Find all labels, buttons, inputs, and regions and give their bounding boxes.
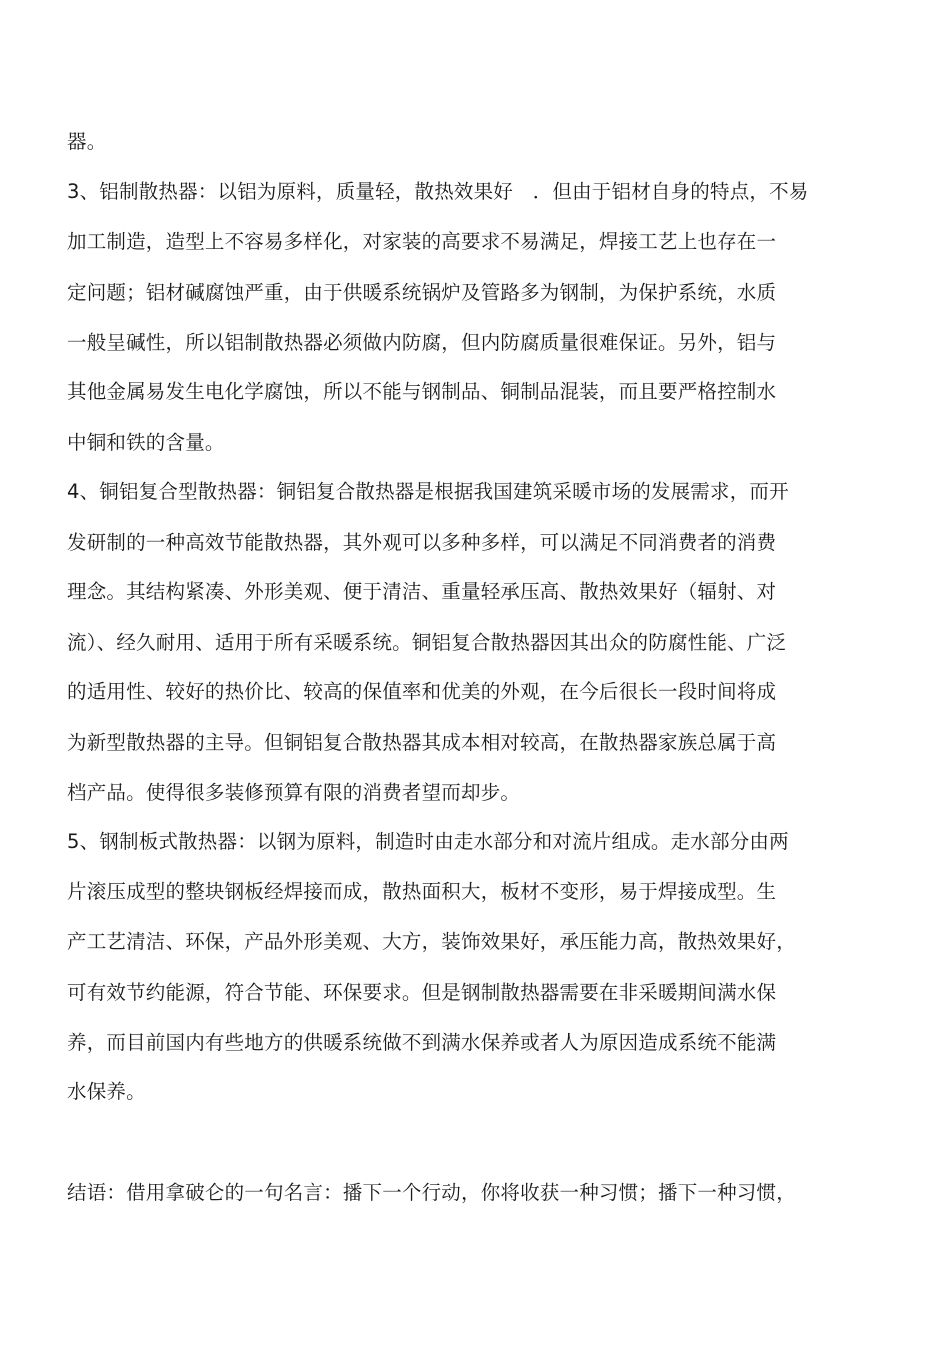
text-line: 可有效节约能源，符合节能、环保要求。但是钢制散热器需要在非采暖期间满水保: [67, 981, 777, 1004]
text-line: 定问题；铝材碱腐蚀严重，由于供暖系统锅炉及管路多为钢制，为保护系统，水质: [67, 281, 777, 304]
text-line: 其他金属易发生电化学腐蚀，所以不能与钢制品、铜制品混装，而且要严格控制水: [67, 380, 777, 403]
text-line: 产工艺清洁、环保，产品外形美观、大方，装饰效果好，承压能力高，散热效果好，: [67, 930, 796, 953]
text-line: 流）、经久耐用、适用于所有采暖系统。铜铝复合散热器因其出众的防腐性能、广泛: [67, 631, 787, 654]
text-line: 为新型散热器的主导。但铜铝复合散热器其成本相对较高，在散热器家族总属于高: [67, 731, 777, 754]
text-line: 的适用性、较好的热价比、较高的保值率和优美的外观，在今后很长一段时间将成: [67, 680, 777, 703]
text-line: 4、铜铝复合型散热器：铜铝复合散热器是根据我国建筑采暖市场的发展需求，而开: [67, 480, 789, 503]
text-line: 档产品。使得很多装修预算有限的消费者望而却步。: [67, 781, 521, 804]
text-line: 5、钢制板式散热器：以钢为原料，制造时由走水部分和对流片组成。走水部分由两: [67, 830, 789, 853]
text-line: 加工制造，造型上不容易多样化，对家装的高要求不易满足，焊接工艺上也存在一: [67, 230, 777, 253]
text-line: 理念。其结构紧凑、外形美观、便于清洁、重量轻承压高、散热效果好（辐射、对: [67, 580, 777, 603]
text-line: 水保养。: [67, 1080, 146, 1103]
text-line: 一般呈碱性，所以铝制散热器必须做内防腐，但内防腐质量很难保证。另外，铝与: [67, 331, 777, 354]
text-line: 片滚压成型的整块钢板经焊接而成，散热面积大，板材不变形，易于焊接成型。生: [67, 880, 777, 903]
text-line: 3、铝制散热器：以铝为原料，质量轻，散热效果好 ．但由于铝材自身的特点，不易: [67, 180, 809, 203]
text-line: 养，而目前国内有些地方的供暖系统做不到满水保养或者人为原因造成系统不能满: [67, 1031, 777, 1054]
text-line: 中铜和铁的含量。: [67, 431, 225, 454]
text-line: 结语：借用拿破仑的一句名言：播下一个行动，你将收获一种习惯；播下一种习惯，: [67, 1181, 796, 1204]
text-line: 发研制的一种高效节能散热器，其外观可以多种多样，可以满足不同消费者的消费: [67, 531, 777, 554]
text-line: 器。: [67, 130, 107, 153]
